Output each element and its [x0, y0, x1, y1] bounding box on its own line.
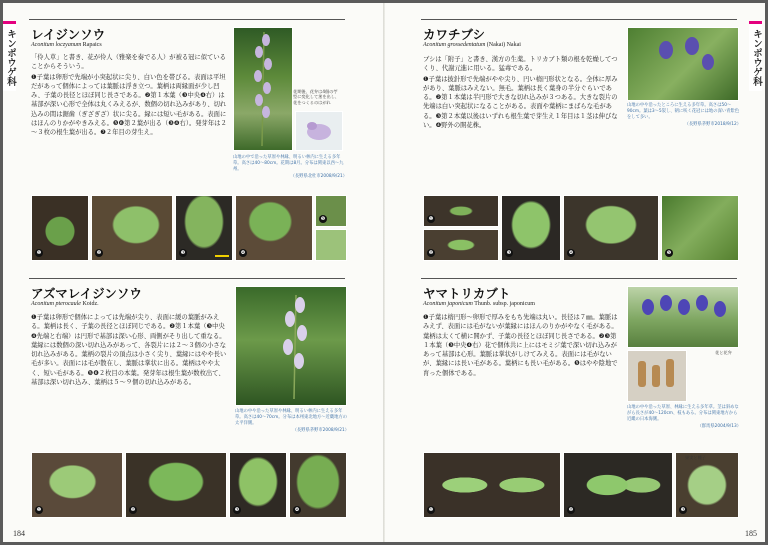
section-rule: [421, 278, 737, 279]
photo-number: ❶: [428, 216, 434, 222]
scientific-name: Aconitum pterocaule Koidz.: [31, 301, 99, 307]
flower-spike-illustration: [234, 28, 292, 150]
photo-caption: 山地の中で沿った草原や林縁、明るい林内に生える多年草。高さは40～80cm。花期は8月。分布は関東以西～九州。 （長野県北杜市2008/9/21）: [233, 155, 347, 179]
photo-number: ❹: [294, 507, 300, 513]
flower-closeup-illustration: [296, 112, 342, 150]
tab-accent-bar: [3, 21, 16, 24]
seedling-photo: [675, 452, 739, 518]
tab-label: キンポウゲ科: [5, 29, 16, 86]
gutter: [383, 3, 385, 542]
photo-number: ❷: [130, 507, 136, 513]
species-title: ヤマトリカブト: [423, 286, 511, 301]
species-description: ブシは「附子」と書き、漢方の生薬。トリカブト類の根を乾燥してつくり、代謝元進に用いる。猛毒である。 ❶子葉は披針形で先端がやや尖り、円い楕円形状となる。全体に厚みがあり、葉脈はみえない。無毛。葉柄は長く葉身の半分ぐらいである。❷第１本葉は半円形で大きな切れ込みが３つある。大きな裂片の先端は白い突起状になることがある。表面や葉柄にまばらな毛がある。❸第２本葉以後はいずれも根生葉で芽生え１年目は１茎は伸びない。❹野外の開花株。: [423, 56, 618, 130]
seedling-photo: [91, 195, 173, 261]
flower-photo: [235, 286, 347, 406]
species-description: 「伶人草」と書き、花が伶人（雅楽を奏でる人）が被る冠に似ていることからそういう。 ❶子葉は卵形で先端が小突起状に尖り、白い色を帯びる。表面は平坦だがあって個体によっては葉脈は浮き立つ。葉柄は両縁面が少し凹み、子葉の長径とほぼ同じ長さである。❷第１本葉（❸中央❹右）は基部が深い心形で全体は丸くみえるが、数個の切れ込みがあり、切れ込みの間は鋸歯（ぎざぎざ）状に尖る。縁には短い毛がある。表面にはほんのりかがやきみえる。❺❻第２葉が出る（❸❹右）。発芽年は２～３枚の根生葉が出る。❼２年目の芽生え。: [31, 54, 227, 137]
seedling-photo: [31, 195, 89, 261]
seedling-photo-row: [31, 452, 347, 518]
flower-closeup-photo: [295, 111, 343, 151]
scientific-name: Aconitum japonicum Thunb. subsp. japonicum: [423, 301, 535, 307]
flower-illustration: [628, 287, 738, 347]
header-rule: [421, 19, 737, 20]
seedling-photo: [563, 452, 673, 518]
photo-number: ❶: [36, 507, 42, 513]
flower-photo: [627, 27, 739, 101]
fruit-photo: [627, 350, 687, 402]
seedling-photo-row: [31, 195, 347, 261]
seedling-photo-row: [423, 195, 739, 261]
photo-number: ❸: [180, 250, 186, 256]
page-number-right: 185: [745, 529, 757, 538]
seedling-photo: [501, 195, 561, 261]
seedling-photo: [423, 195, 499, 227]
family-tab-left: [3, 21, 16, 91]
seedling-photo: [31, 452, 123, 518]
species-title: アズマレイジンソウ: [31, 286, 142, 301]
species-description: ❶子葉は卵形で個体によっては先端が尖り、表面に緩の葉脈がみえる。葉柄は長く、子葉の長径とほぼ同じである。❷第１本葉（❸中央❹先端と右端）は円形で基部は深い心形、両側がそり出して重なる。葉縁には数個の深い切れ込みがあって、各裂片には２～３個の小さな切れ込みがある。葉柄の裂片の頂点は小さく尖り、葉縁にはやや長い毛が多い。表面には毛が散在し、葉脈は掌状に出る。葉柄はやや太く、短い毛がある。❺❻２枚目の本葉。発芽年は根生葉が数枚出て、基部は深い切れ込み、葉柄は５～９個の切れ込みがある。: [31, 314, 227, 387]
photo-number: ❸: [234, 507, 240, 513]
photo-number: ❷: [96, 250, 102, 256]
family-tab-right: [749, 21, 762, 91]
photo-caption: 山地の中や沿った草原、林縁に生える多年草。茎は斜めながら長さが40～120cm、枝もある。分布は関東地方から近畿の日本海側。 （群馬県2004/9/13）: [627, 405, 741, 429]
header-rule: [29, 19, 345, 20]
seedling-photo: [235, 195, 313, 261]
seedling-photo: [315, 195, 347, 227]
book-spread: [3, 3, 765, 542]
photo-label: 果実と種子: [685, 455, 706, 460]
seedling-photo: [661, 195, 739, 261]
flower-illustration: [628, 28, 738, 100]
photo-number: ❸: [680, 507, 686, 513]
seedling-photo-row: [423, 452, 739, 518]
seedling-photo: [175, 195, 233, 261]
species-title: レイジンソウ: [31, 27, 106, 42]
tab-label: キンポウゲ科: [751, 29, 762, 86]
photo-number: ❶: [36, 250, 42, 256]
scientific-name: Aconitum loczyanum Rapaics: [31, 42, 102, 48]
photo-number: ❷: [428, 250, 434, 256]
flower-photo: [627, 286, 739, 348]
fruit-illustration: [628, 351, 686, 401]
section-rule: [29, 278, 345, 279]
seedling-photo: [423, 452, 561, 518]
seedling-photo: [289, 452, 347, 518]
tab-accent-bar: [749, 21, 762, 24]
photo-number: ❺: [320, 216, 326, 222]
photo-caption: 山地の中や沿った草原や林縁、明るい林内に生える多年草。高さは40～70cm。分布は本州東北地方～近畿地方の太平洋側。 （長野県茅野市2008/9/21）: [235, 409, 349, 433]
scale-mark: [215, 255, 229, 257]
seedling-photo: [423, 229, 499, 261]
photo-number: ❶: [428, 507, 434, 513]
photo-label: 花と花弁: [715, 350, 732, 355]
photo-note: 花期後、花弁は4個の苧型に変化して茎を出し、花をつくるのはがれ: [293, 89, 340, 105]
flower-photo: [233, 27, 293, 151]
flower-spike-illustration: [236, 287, 346, 405]
photo-number: ❺: [666, 250, 672, 256]
page-number-left: 184: [13, 529, 25, 538]
photo-number: ❹: [240, 250, 246, 256]
seedling-photo: [315, 229, 347, 261]
photo-caption: 山地の中や沿ったところに生える多年草。高さは50～90cm。葉は3～5裂し、朝に咲く花冠には地の深い青紫色をして多い。 （長野県茅野市2018/9/12）: [627, 103, 741, 127]
seedling-photo: [563, 195, 659, 261]
seedling-photo: [125, 452, 227, 518]
species-description: ❶子葉は楕円形～卵形で厚みをもち先端は丸い。長径は７㎜。葉脈はみえず、表面には毛がないが葉縁にはほんのりかがやなく毛がある。葉柄は太くて横に開かず、子葉の長径とほぼ同じ長さである。❷❸第１本葉（❸中央❹右）花で個体共に上にはモミジ葉で深い切れ込みがあって基部は心形。葉脈は掌状がしけてみえる。表面には毛がないが、葉縁には長い毛がある。葉柄にも長い毛がある。❺はやや陰地で育った個体である。: [423, 314, 618, 377]
photo-number: ❹: [568, 250, 574, 256]
scientific-name: Aconitum grossedentatum (Nakai) Nakai: [423, 42, 521, 48]
photo-number: ❸: [506, 250, 512, 256]
species-title: カワチブシ: [423, 27, 486, 42]
seedling-photo: [229, 452, 287, 518]
photo-number: ❷: [568, 507, 574, 513]
